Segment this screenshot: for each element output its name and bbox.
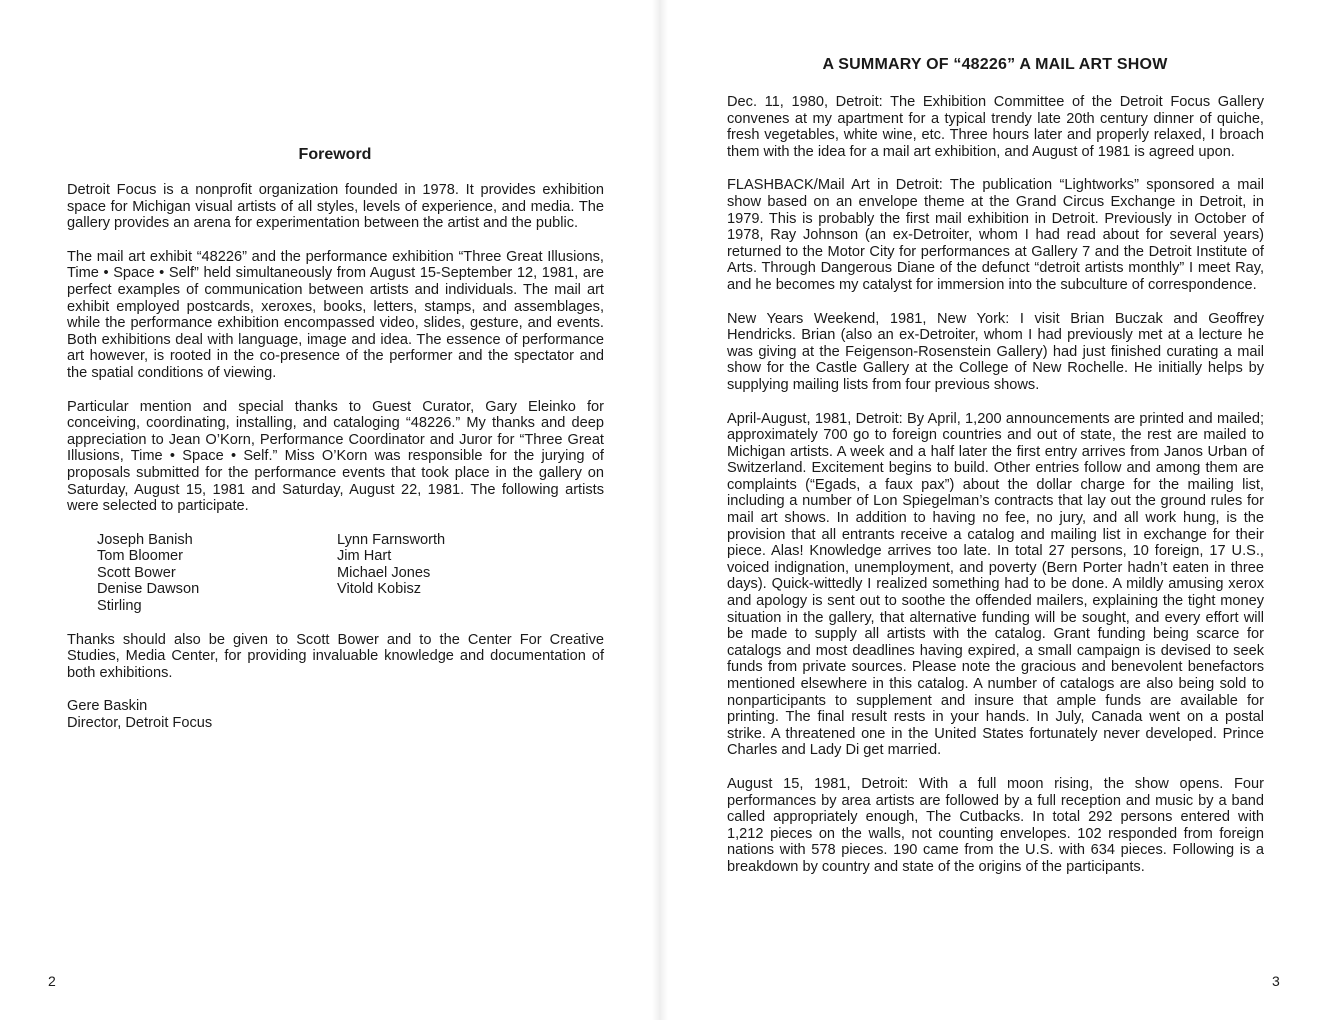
- signature-name: Gere Baskin: [67, 698, 148, 715]
- artist-name: Denise Dawson: [97, 581, 200, 598]
- artist-column-1: [97, 532, 337, 615]
- artist-name: Lynn Farnsworth: [337, 531, 446, 548]
- artist-name: Scott Bower: [97, 564, 176, 581]
- foreword-paragraph-1: Detroit Focus is a nonprofit organization founded in 1978. It provides exhibition space for Michigan visual artists of all styles, levels of experience, and media. The gallery provides an arena for experimentation between the artist and the public.: [67, 182, 604, 232]
- right-page: [660, 0, 1320, 1020]
- page-number-right: 3: [1272, 973, 1280, 989]
- summary-paragraph-4: April-August, 1981, Detroit: By April, 1,200 announcements are printed and mailed; approximately 700 go to foreign countries and out of state, the rest are mailed to Michigan artists. A week and a half later the first entry arrives from Janos Urban of Switzerland. Excitement begins to build. Other entries follow and among them are complaints (“Egads, a faux pax”) about the dollar charge for the mailing list, including a number of Lon Spiegelman’s contracts that lay out the ground rules for mail art shows. In addition to having no fee, no jury, and all work hung, is the provision that all entrants receive a catalog and mailing list in exchange for their piece. Alas! Knowledge arrives too late. In total 27 persons, 10 foreign, 17 U.S., voiced indignation, unemployment, and poverty (Bern Porter hadn’t eaten in three days). Quick-wittedly I realized something had to be done. A mildly amusing xerox and apology is sent out to soothe the offended mailers, explaining the tight money situation in the gallery, that alternative funding will be sought, and every effort will be made to supply all artists with the catalog. Grant funding being scarce for catalogs and most deadlines having expired, a small campaign is devised to seek funds from private sources. Please note the gracious and benevolent benefactors mentioned elsewhere in this catalog. A number of catalogs are also being sold to nonparticipants to supplement and insure that ample funds are available for printing. The final result rests in your hands. In July, Canada went on a postal strike. A threatened one in the United States fortunately never developed. Prince Charles and Lady Di get married.: [727, 410, 1264, 759]
- artist-name: Tom Bloomer: [97, 548, 183, 565]
- artist-name: Joseph Banish: [97, 531, 193, 548]
- summary-paragraph-2: FLASHBACK/Mail Art in Detroit: The publication “Lightworks” sponsored a mail show based on an envelope theme at the Grand Circus Exchange in Detroit, in 1979. This is probably the first mail exhibition in Detroit. Previously in October of 1978, Ray Johnson (an ex-Detroiter, whom I had read about for several years) returned to the Motor City for performances at Gallery 7 and the Detroit Institute of Arts. Through Dangerous Diane of the defunct “detroit artists monthly” I meet Ray, and he becomes my catalyst for immersion into the subculture of correspondence.: [727, 177, 1264, 293]
- artist-list: [97, 532, 604, 615]
- artist-name: Jim Hart: [337, 548, 392, 565]
- signature-title: Director, Detroit Focus: [67, 715, 213, 732]
- summary-paragraph-5: August 15, 1981, Detroit: With a full moon rising, the show opens. Four performances by area artists are followed by a full reception and music by a band called appropriately enough, The Cutbacks. In total 292 persons entered with 1,212 pieces on the walls, not counting envelopes. 102 responded from foreign nations with 578 pieces. 190 came from the U.S. with 634 pieces. Following is a breakdown by country and state of the origins of the participants.: [727, 775, 1264, 875]
- foreword-heading: Foreword: [298, 146, 372, 163]
- artist-name: Michael Jones: [337, 564, 431, 581]
- foreword-closing: Thanks should also be given to Scott Bower and to the Center For Creative Studies, Media Center, for providing invaluable knowledge and documentation of both exhibitions.: [67, 631, 604, 681]
- signature-block: [67, 698, 604, 731]
- summary-heading: A SUMMARY OF “48226” A MAIL ART SHOW: [822, 56, 1168, 73]
- artist-name: Vitold Kobisz: [337, 581, 422, 598]
- page-number-left: 2: [48, 973, 56, 989]
- summary-body: [727, 94, 1264, 893]
- foreword-paragraph-2: The mail art exhibit “48226” and the performance exhibition “Three Great Illusions, Time • Space • Self” held simultaneously from August 15-September 12, 1981, are perfect examples of communication between artists and individuals. The mail art exhibit employed postcards, xeroxes, books, letters, stamps, and assemblages, while the performance exhibition encompassed video, slides, gesture, and events. Both exhibitions deal with language, image and idea. The essence of performance art however, is rooted in the co-presence of the performer and the spectator and the spatial conditions of viewing.: [67, 248, 604, 381]
- foreword-paragraph-3: Particular mention and special thanks to Guest Curator, Gary Eleinko for conceiving, coordinating, installing, and cataloging “48226.” My thanks and deep appreciation to Jean O’Korn, Performance Coordinator and Juror for “Three Great Illusions, Time • Space • Self.” Miss O’Korn was responsible for the jurying of proposals submitted for the performance events that took place in the gallery on Saturday, August 15, 1981 and Saturday, August 22, 1981. The following artists were selected to participate.: [67, 398, 604, 515]
- artist-column-2: [337, 532, 577, 615]
- foreword-body: [67, 182, 604, 732]
- artist-name: Stirling: [97, 598, 142, 615]
- summary-paragraph-3: New Years Weekend, 1981, New York: I visit Brian Buczak and Geoffrey Hendricks. Brian (also an ex-Detroiter, whom I had previously met at a lecture he was giving at the Feigenson-Rosenstein Gallery) had just finished curating a mail show for the Castle Gallery at the College of New Rochelle. He initially helps by supplying mailing lists from four previous shows.: [727, 310, 1264, 393]
- summary-paragraph-1: Dec. 11, 1980, Detroit: The Exhibition Committee of the Detroit Focus Gallery convenes at my apartment for a typical trendy late 20th century dinner of quiche, fresh vegetables, white wine, etc. Three hours later and properly relaxed, I broach them with the idea for a mail art exhibition, and August of 1981 is agreed upon.: [727, 94, 1264, 160]
